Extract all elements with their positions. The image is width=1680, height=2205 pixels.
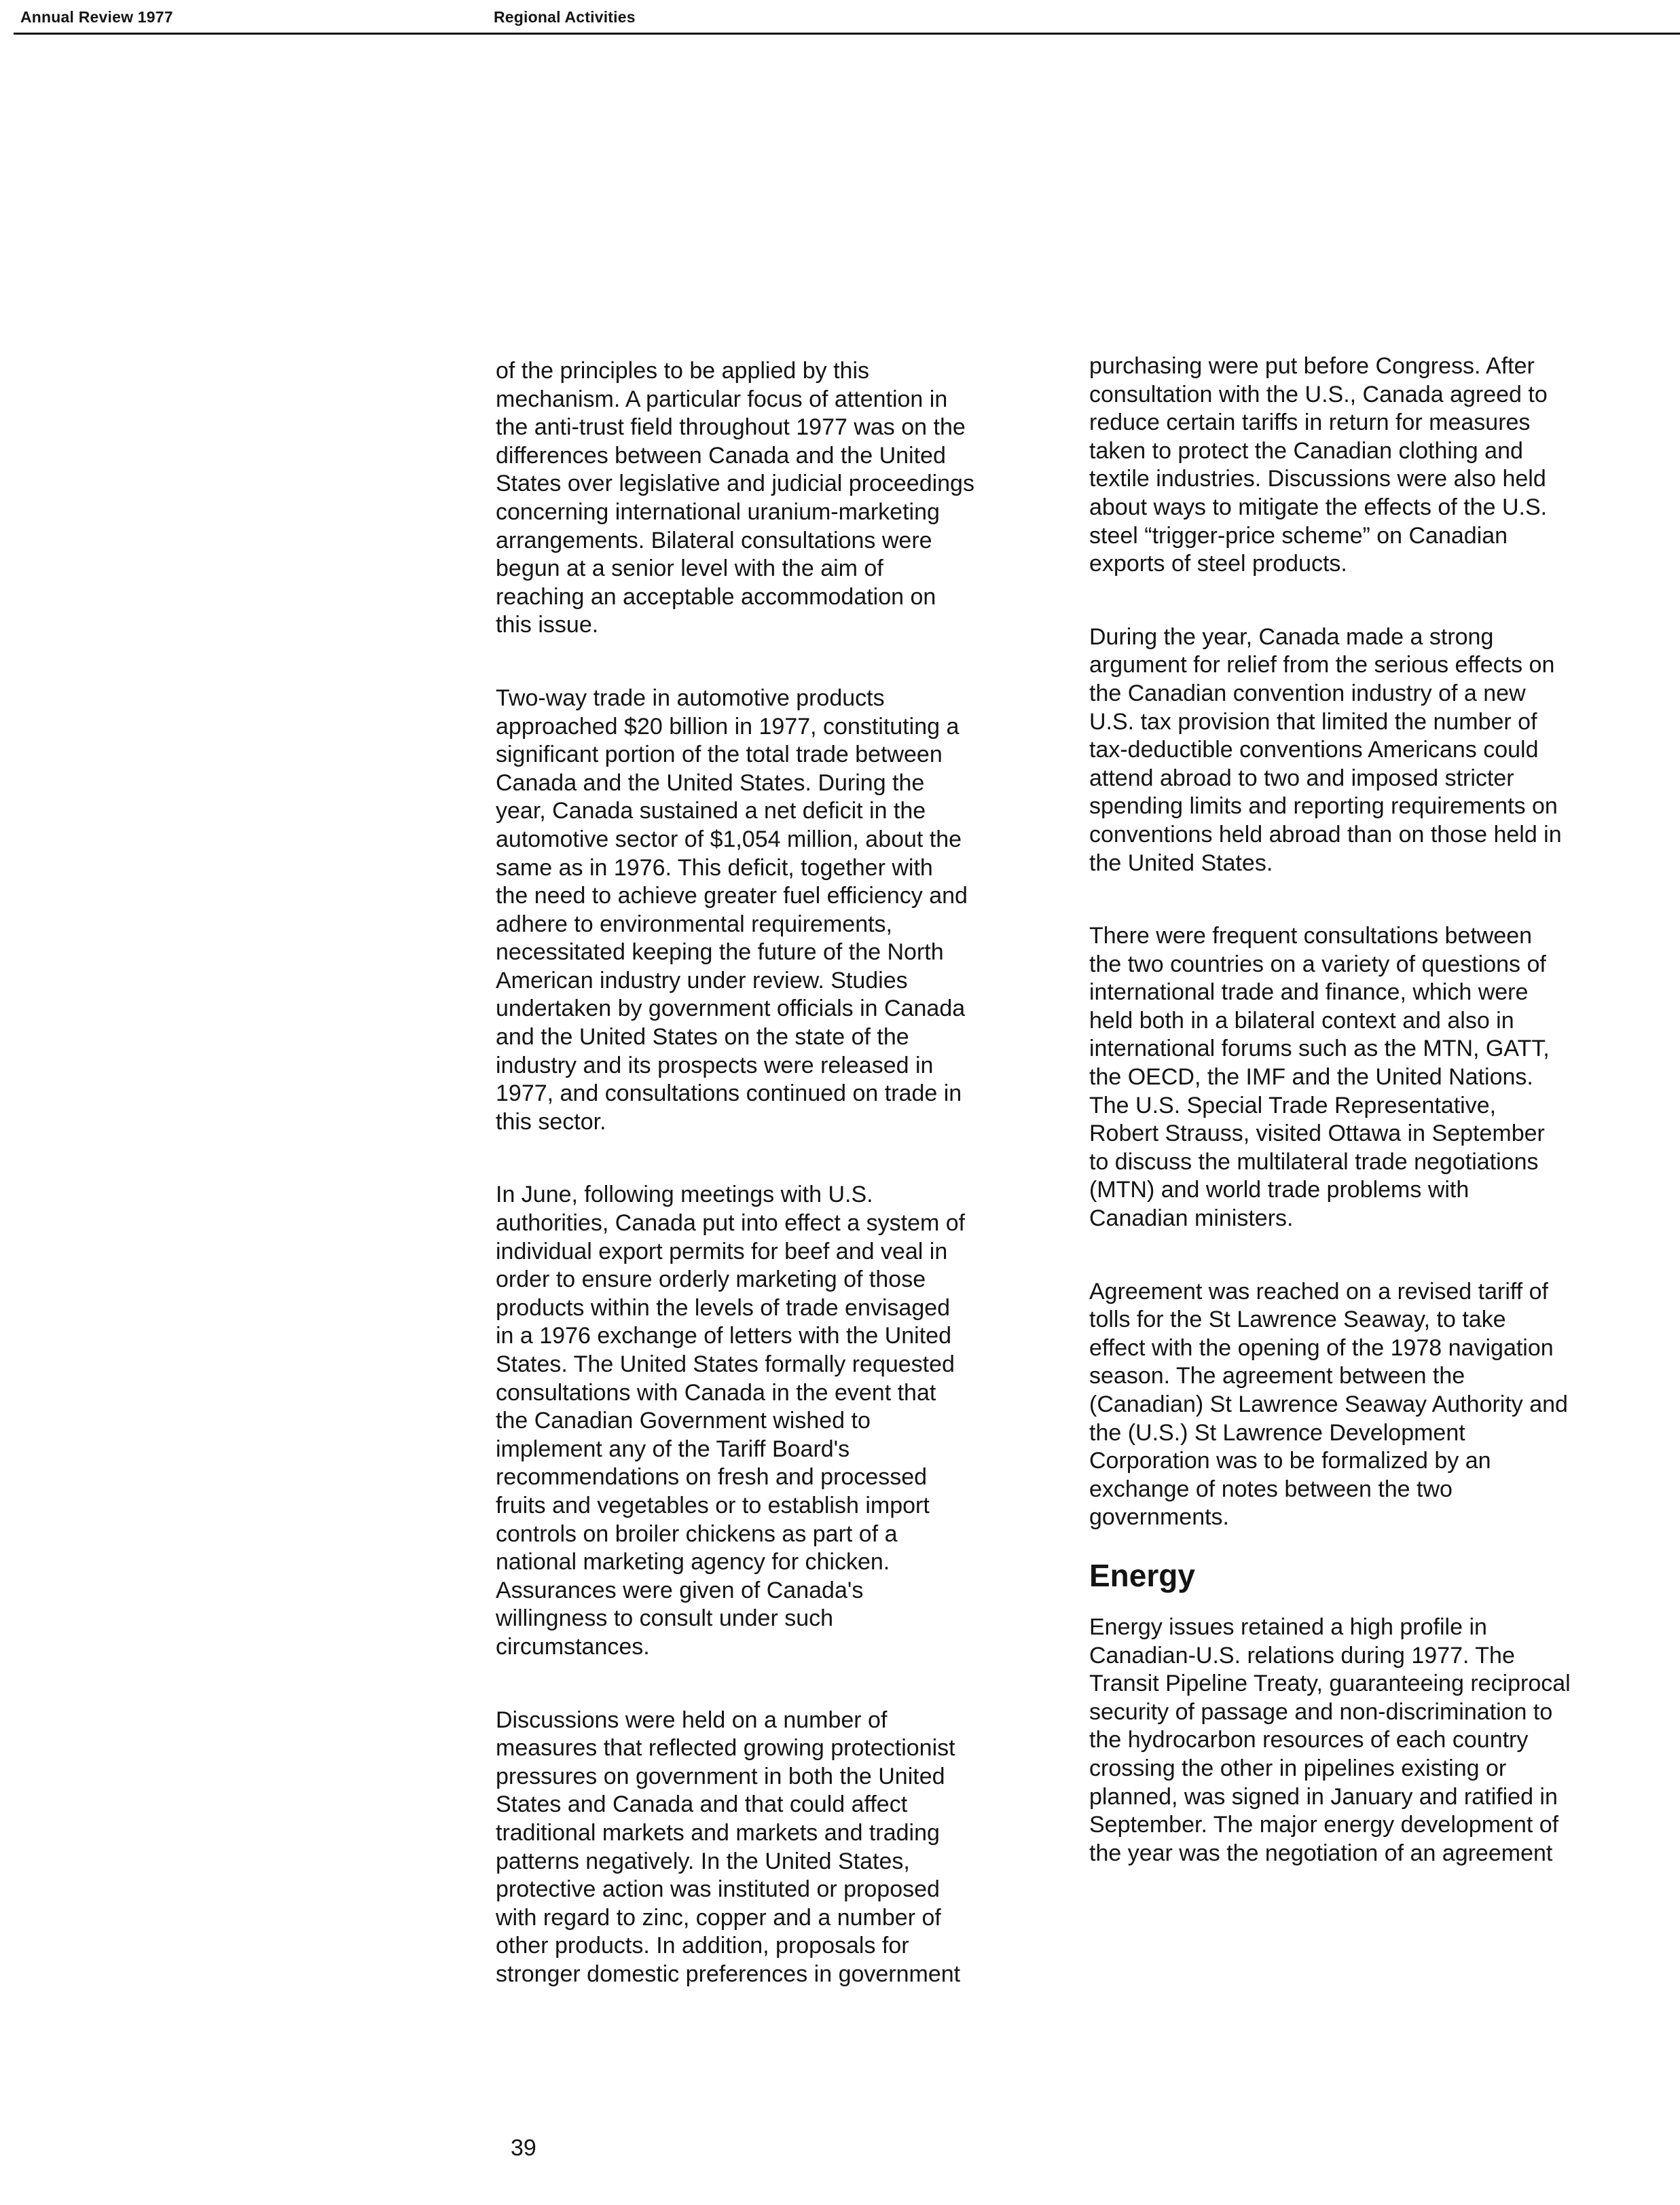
text-line: differences between Canada and the United xyxy=(496,442,946,469)
text-line: individual export permits for beef and veal in xyxy=(496,1238,948,1264)
text-line: the hydrocarbon resources of each country xyxy=(1089,1727,1529,1753)
text-line: international forums such as the MTN, GATT, xyxy=(1089,1036,1550,1062)
text-line: Canada and the United States. During the xyxy=(496,769,925,796)
text-line: held both in a bilateral context and also in xyxy=(1089,1007,1514,1034)
text-line: concerning international uranium-marketing xyxy=(496,498,940,525)
text-line: this sector. xyxy=(496,1108,606,1135)
text-line: in a 1976 exchange of letters with the United xyxy=(496,1323,951,1349)
paragraph-convention-industry xyxy=(1089,623,1653,877)
text-line: other products. In addition, proposals for xyxy=(496,1933,909,1959)
paragraph-trade-finance-consultations xyxy=(1089,922,1653,1233)
text-line: the OECD, the IMF and the United Nations. xyxy=(1089,1064,1533,1091)
text-line: the United States. xyxy=(1089,850,1273,876)
text-line: Assurances were given of Canada's xyxy=(496,1577,864,1603)
text-line: begun at a senior level with the aim of xyxy=(496,555,883,582)
text-line: security of passage and non-discrimination to xyxy=(1089,1698,1553,1725)
text-line: of the principles to be applied by this xyxy=(496,358,870,384)
text-line: same as in 1976. This deficit, together with xyxy=(496,854,933,881)
text-line: States and Canada and that could affect xyxy=(496,1791,908,1818)
text-line: approached $20 billion in 1977, constituting a xyxy=(496,713,960,740)
text-line: the need to achieve greater fuel efficiency and xyxy=(496,883,968,909)
text-line: the Canadian convention industry of a new xyxy=(1089,680,1526,706)
text-line: the Canadian Government wished to xyxy=(496,1408,871,1434)
text-line: Discussions were held on a number of xyxy=(496,1707,888,1733)
right-column xyxy=(1089,352,1653,1912)
text-line: order to ensure orderly marketing of those xyxy=(496,1266,926,1293)
running-header-left: Annual Review 1977 xyxy=(20,8,173,26)
text-line: reaching an acceptable accommodation on xyxy=(496,583,936,610)
text-line: undertaken by government officials in Canada xyxy=(496,996,966,1022)
text-line: September. The major energy development of xyxy=(1089,1812,1559,1838)
text-line: Transit Pipeline Treaty, guaranteeing reciprocal xyxy=(1089,1671,1571,1697)
text-line: recommendations on fresh and processed xyxy=(496,1464,928,1491)
text-line: States. The United States formally requested xyxy=(496,1351,955,1377)
text-line: textile industries. Discussions were also held xyxy=(1089,466,1546,492)
text-line: protective action was instituted or proposed xyxy=(496,1876,940,1903)
text-line: effect with the opening of the 1978 navigation xyxy=(1089,1334,1554,1361)
left-column xyxy=(496,357,1053,2033)
text-line: Corporation was to be formalized by an xyxy=(1089,1448,1491,1474)
text-line: taken to protect the Canadian clothing and xyxy=(1089,437,1523,464)
text-line: international trade and finance, which were xyxy=(1089,979,1529,1006)
text-line: this issue. xyxy=(496,612,599,638)
text-line: States over legislative and judicial proceedings xyxy=(496,471,974,497)
text-line: the (U.S.) St Lawrence Development xyxy=(1089,1419,1465,1446)
text-line: exports of steel products. xyxy=(1089,551,1347,577)
text-line: measures that reflected growing protectionist xyxy=(496,1735,955,1762)
text-line: necessitated keeping the future of the North xyxy=(496,939,944,966)
text-line: tolls for the St Lawrence Seaway, to take xyxy=(1089,1307,1506,1333)
text-line: circumstances. xyxy=(496,1633,650,1660)
text-line: exchange of notes between the two xyxy=(1089,1476,1453,1502)
text-line: controls on broiler chickens as part of a xyxy=(496,1520,898,1547)
text-line: reduce certain tariffs in return for measures xyxy=(1089,409,1531,436)
page-number: 39 xyxy=(511,2135,536,2161)
paragraph-energy xyxy=(1089,1614,1653,1867)
text-line: The U.S. Special Trade Representative, xyxy=(1089,1092,1497,1118)
text-line: Canadian ministers. xyxy=(1089,1205,1294,1232)
text-line: willingness to consult under such xyxy=(496,1605,834,1632)
text-line: automotive sector of $1,054 million, about the xyxy=(496,826,962,852)
text-line: about ways to mitigate the effects of the U.S. xyxy=(1089,494,1548,520)
text-line: year, Canada sustained a net deficit in the xyxy=(496,798,926,824)
text-line: consultation with the U.S., Canada agreed to xyxy=(1089,381,1548,407)
text-line: the year was the negotiation of an agreement xyxy=(1089,1840,1553,1866)
text-line: During the year, Canada made a strong xyxy=(1089,623,1494,650)
text-line: stronger domestic preferences in government xyxy=(496,1961,961,1987)
paragraph-anti-trust xyxy=(496,357,1053,640)
text-line: patterns negatively. In the United States, xyxy=(496,1848,910,1874)
text-line: national marketing agency for chicken. xyxy=(496,1549,890,1575)
text-line: adhere to environmental requirements, xyxy=(496,911,892,937)
text-line: attend abroad to two and imposed stricter xyxy=(1089,765,1514,791)
paragraph-protectionist-measures xyxy=(496,1707,1053,1989)
text-line: mechanism. A particular focus of attention in xyxy=(496,386,948,412)
text-line: governments. xyxy=(1089,1504,1229,1531)
text-line: steel “trigger-price scheme” on Canadian xyxy=(1089,522,1508,549)
header-rule xyxy=(14,33,1680,35)
text-line: Robert Strauss, visited Ottawa in September xyxy=(1089,1120,1545,1147)
text-line: to discuss the multilateral trade negotiations xyxy=(1089,1148,1539,1175)
text-line: with regard to zinc, copper and a number of xyxy=(496,1904,941,1931)
text-line: implement any of the Tariff Board's xyxy=(496,1436,850,1462)
text-line: the two countries on a variety of questions of xyxy=(1089,951,1546,977)
text-line: There were frequent consultations between xyxy=(1089,923,1533,949)
text-line: U.S. tax provision that limited the number of xyxy=(1089,708,1537,735)
text-line: spending limits and reporting requirements on xyxy=(1089,793,1558,820)
text-line: fruits and vegetables or to establish import xyxy=(496,1492,930,1518)
text-line: (MTN) and world trade problems with xyxy=(1089,1177,1469,1203)
text-line: purchasing were put before Congress. After xyxy=(1089,353,1535,379)
text-line: tax-deductible conventions Americans could xyxy=(1089,737,1539,763)
text-line: planned, was signed in January and ratified in xyxy=(1089,1783,1558,1810)
text-line: American industry under review. Studies xyxy=(496,967,908,994)
text-line: the anti-trust field throughout 1977 was on the xyxy=(496,414,966,441)
text-line: In June, following meetings with U.S. xyxy=(496,1182,873,1208)
text-line: Agreement was reached on a revised tariff of xyxy=(1089,1278,1548,1305)
text-line: products within the levels of trade envisaged xyxy=(496,1294,951,1321)
text-line: (Canadian) St Lawrence Seaway Authority and xyxy=(1089,1391,1568,1417)
text-line: season. The agreement between the xyxy=(1089,1363,1465,1389)
paragraph-automotive-trade xyxy=(496,685,1053,1137)
text-line: 1977, and consultations continued on trade in xyxy=(496,1080,962,1107)
text-line: argument for relief from the serious effects on xyxy=(1089,652,1555,678)
text-line: Two-way trade in automotive products xyxy=(496,685,885,711)
text-line: industry and its prospects were released in xyxy=(496,1052,934,1078)
paragraph-beef-veal-permits xyxy=(496,1181,1053,1661)
text-line: arrangements. Bilateral consultations were xyxy=(496,527,932,553)
running-header-section: Regional Activities xyxy=(494,8,636,26)
text-line: traditional markets and markets and trading xyxy=(496,1819,940,1846)
text-line: Energy issues retained a high profile in xyxy=(1089,1614,1487,1640)
paragraph-purchasing-tariffs xyxy=(1089,352,1653,579)
text-line: conventions held abroad than on those held in xyxy=(1089,821,1562,848)
section-heading-energy: Energy xyxy=(1089,1557,1195,1593)
text-line: and the United States on the state of the xyxy=(496,1024,909,1051)
paragraph-seaway-tolls xyxy=(1089,1278,1653,1532)
text-line: Canadian-U.S. relations during 1977. The xyxy=(1089,1642,1515,1669)
text-line: authorities, Canada put into effect a system of xyxy=(496,1210,966,1237)
text-line: consultations with Canada in the event that xyxy=(496,1379,936,1406)
text-line: crossing the other in pipelines existing or xyxy=(1089,1755,1507,1781)
text-line: significant portion of the total trade between xyxy=(496,742,943,768)
text-line: pressures on government in both the United xyxy=(496,1763,945,1789)
